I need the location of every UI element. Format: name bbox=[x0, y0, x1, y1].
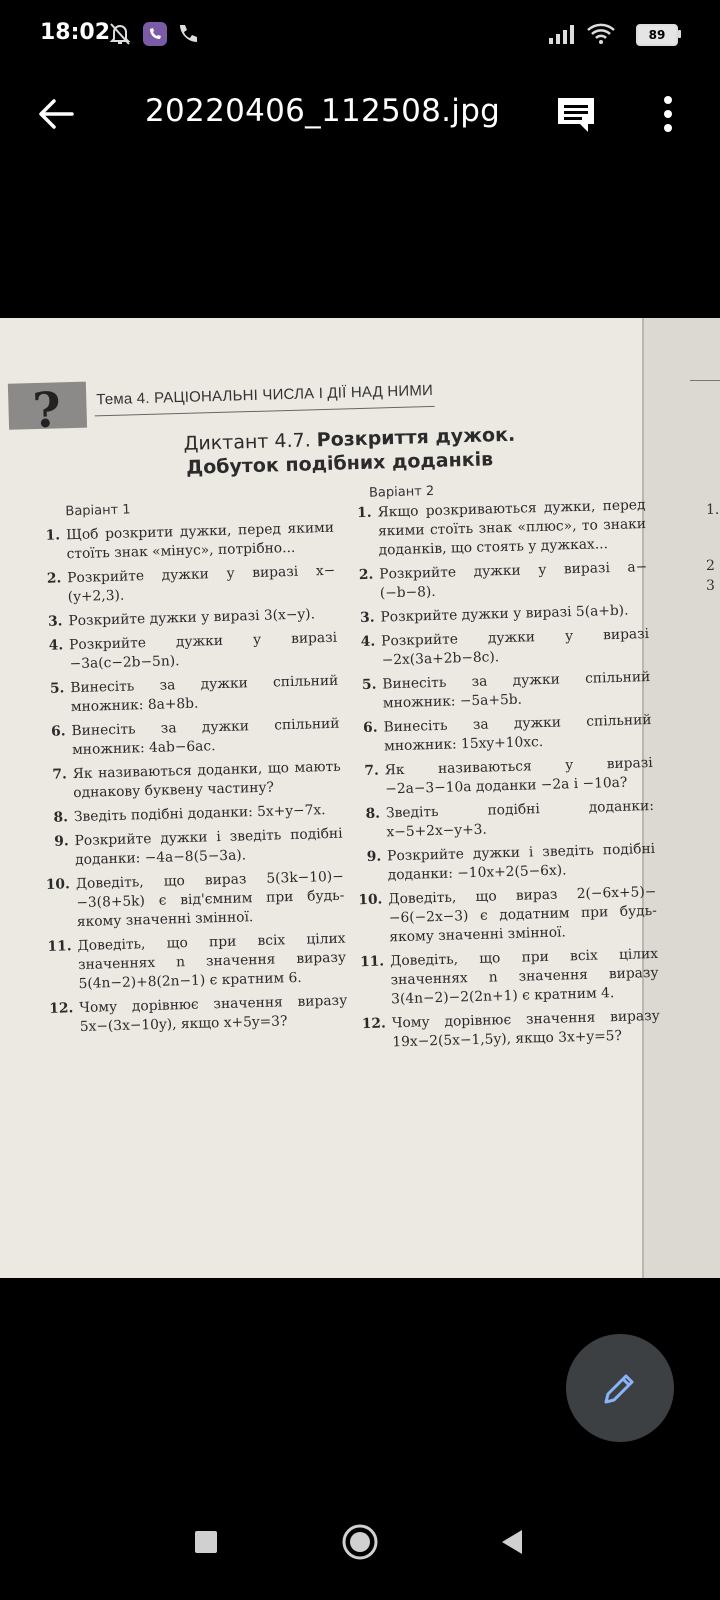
task-text: Винесіть за дужки спільний множник: 4ab−6ac. bbox=[71, 715, 340, 759]
task-item bbox=[349, 625, 650, 671]
back-arrow-icon[interactable] bbox=[32, 90, 80, 138]
task-text: Як називаються у виразі −2a−3−10a доданки −2a і −10a? bbox=[384, 754, 653, 798]
task-number: 11. bbox=[47, 938, 72, 955]
status-bar bbox=[0, 0, 720, 68]
task-item bbox=[351, 711, 652, 757]
task-text: Розкрийте дужки у виразі −3a(c−2b−5n). bbox=[68, 629, 338, 673]
phone-icon bbox=[176, 20, 200, 48]
task-item bbox=[36, 605, 336, 632]
task-text: Розкрийте дужки у виразі x−(y+2,3). bbox=[67, 562, 336, 606]
right-page-char: 2 bbox=[706, 558, 715, 574]
question-mark-icon: ? bbox=[31, 382, 62, 440]
task-text: Зведіть подібні доданки: 5x+y−7x. bbox=[73, 802, 326, 826]
task-item bbox=[35, 562, 336, 608]
task-text: Як називаються доданки, що мають однакову буквену частину? bbox=[72, 758, 341, 802]
dictation-subtitle: Добуток подібних доданків bbox=[185, 448, 494, 479]
task-number: 10. bbox=[45, 876, 71, 893]
task-item bbox=[47, 992, 348, 1038]
task-number: 3. bbox=[359, 609, 375, 627]
task-number: 2. bbox=[46, 570, 62, 587]
task-item bbox=[42, 825, 343, 871]
task-text: Якщо розкриваються дужки, перед якими стоїть знак «плюс», то знаки доданків, що стоять у дужках... bbox=[377, 497, 647, 559]
dictation-number: Диктант 4.7. bbox=[183, 429, 312, 455]
right-page-char: 1. bbox=[706, 502, 720, 518]
task-number: 10. bbox=[358, 891, 383, 909]
task-number: 5. bbox=[361, 676, 377, 694]
signal-icon bbox=[548, 20, 578, 48]
task-text: Чому дорівнює значення виразу 19x−2(5x−1,5y), якщо 3x+y=5? bbox=[391, 1007, 660, 1051]
status-time: 18:02 bbox=[40, 20, 111, 45]
task-text: Доведіть, що вираз 2(−6x+5)−−6(−2x−3) є додатним при будь-якому значенні змінної. bbox=[388, 883, 658, 946]
viber-icon bbox=[142, 20, 168, 48]
recents-square-icon[interactable] bbox=[184, 1520, 228, 1564]
task-number: 2. bbox=[358, 566, 374, 584]
wifi-icon bbox=[586, 20, 616, 48]
topic-rule bbox=[95, 406, 435, 416]
task-number: 8. bbox=[53, 809, 69, 826]
more-vert-icon[interactable] bbox=[648, 90, 688, 138]
task-item bbox=[38, 672, 339, 718]
task-text: Розкрийте дужки і зведіть подібні доданки: −4a−8(5−3a). bbox=[74, 825, 343, 869]
task-text: Чому дорівнює значення виразу 5x−(3x−10y), якщо x+5y=3? bbox=[79, 992, 348, 1036]
task-number: 5. bbox=[49, 680, 65, 697]
system-nav-bar bbox=[0, 1490, 720, 1600]
task-number: 4. bbox=[360, 633, 376, 651]
task-text: Розкрийте дужки у виразі −2x(3a+2b−8c). bbox=[380, 626, 650, 669]
right-page-char: 3 bbox=[706, 578, 715, 594]
file-name-title: 20220406_112508.jpg bbox=[145, 93, 501, 129]
task-item bbox=[34, 519, 335, 565]
task-text: Зведіть подібні доданки: x−5+2x−y+3. bbox=[385, 797, 655, 841]
task-number: 12. bbox=[361, 1015, 387, 1033]
variant-2-list bbox=[345, 496, 660, 1058]
task-number: 6. bbox=[362, 719, 378, 737]
task-item bbox=[348, 601, 648, 628]
battery-icon: 89 bbox=[636, 24, 678, 46]
topic-header: Тема 4. РАЦІОНАЛЬНІ ЧИСЛА І ДІЇ НАД НИМИ bbox=[96, 381, 434, 409]
task-text: Доведіть, що при всіх цілих значеннях n значення виразу 5(4n−2)+8(2n−1) є кратним 6. bbox=[77, 930, 347, 993]
task-text: Доведіть, що вираз 5(3k−10)−−3(8+5k) є від'ємним при будь-якому значенні змінної. bbox=[75, 868, 345, 931]
task-item bbox=[354, 797, 655, 843]
edit-pencil-icon bbox=[598, 1366, 642, 1410]
task-item bbox=[355, 840, 656, 886]
task-text: Винесіть за дужки спільний множник: −5a+5b. bbox=[382, 668, 651, 712]
back-triangle-icon[interactable] bbox=[490, 1520, 534, 1564]
book-page bbox=[0, 318, 667, 1278]
comment-icon[interactable] bbox=[552, 90, 600, 138]
home-circle-icon[interactable] bbox=[338, 1520, 382, 1564]
task-item bbox=[345, 496, 646, 561]
task-number: 8. bbox=[365, 805, 381, 822]
task-number: 11. bbox=[359, 953, 385, 971]
task-item bbox=[353, 754, 654, 800]
edit-fab-button[interactable] bbox=[566, 1334, 674, 1442]
task-number: 6. bbox=[50, 723, 66, 740]
task-text: Щоб розкрити дужки, перед якими стоїть знак «мінус», потрібно... bbox=[65, 519, 335, 563]
task-text: Доведіть, що при всіх цілих значеннях n значення виразу 3(4n−2)−2(2n+1) є кратним 4. bbox=[389, 945, 659, 1008]
task-number: 3. bbox=[47, 613, 63, 630]
battery-tip bbox=[678, 30, 681, 38]
task-item bbox=[350, 668, 651, 714]
photo-view[interactable] bbox=[0, 318, 720, 1278]
task-item bbox=[45, 930, 346, 995]
dictation-title-bold: Розкриття дужок. bbox=[316, 423, 516, 452]
task-number: 7. bbox=[52, 766, 67, 783]
app-bar bbox=[0, 68, 720, 158]
task-number: 1. bbox=[356, 504, 372, 522]
task-item bbox=[39, 715, 340, 761]
task-number: 9. bbox=[366, 848, 382, 865]
mute-bell-icon bbox=[108, 20, 132, 48]
task-item bbox=[347, 558, 648, 604]
task-item bbox=[41, 758, 342, 804]
task-text: Винесіть за дужки спільний множник: 8a+8b. bbox=[70, 672, 339, 716]
task-number: 7. bbox=[364, 762, 380, 779]
variant-1-list bbox=[34, 519, 348, 1043]
task-item bbox=[356, 883, 657, 948]
task-number: 12. bbox=[49, 1000, 74, 1017]
variant-1-label: Варіант 1 bbox=[65, 502, 131, 520]
task-item bbox=[358, 945, 659, 1010]
task-item bbox=[44, 868, 345, 933]
task-text: Розкрийте дужки і зведіть подібні доданки: −10x+2(5−6x). bbox=[386, 840, 656, 884]
task-text: Розкрийте дужки у виразі 3(x−y). bbox=[68, 606, 316, 630]
task-text: Розкрийте дужки у виразі a−(−b−8). bbox=[379, 559, 648, 602]
task-item bbox=[360, 1007, 661, 1053]
task-number: 1. bbox=[45, 527, 61, 544]
task-text: Винесіть за дужки спільний множник: 15xy+10xc. bbox=[383, 711, 652, 755]
task-item bbox=[37, 629, 338, 675]
task-item bbox=[42, 801, 342, 828]
task-number: 9. bbox=[54, 833, 69, 850]
task-text: Розкрийте дужки у виразі 5(a+b). bbox=[380, 602, 629, 626]
task-number: 4. bbox=[48, 637, 64, 654]
variant-2-label: Варіант 2 bbox=[368, 483, 435, 501]
right-page-rule bbox=[690, 380, 720, 381]
